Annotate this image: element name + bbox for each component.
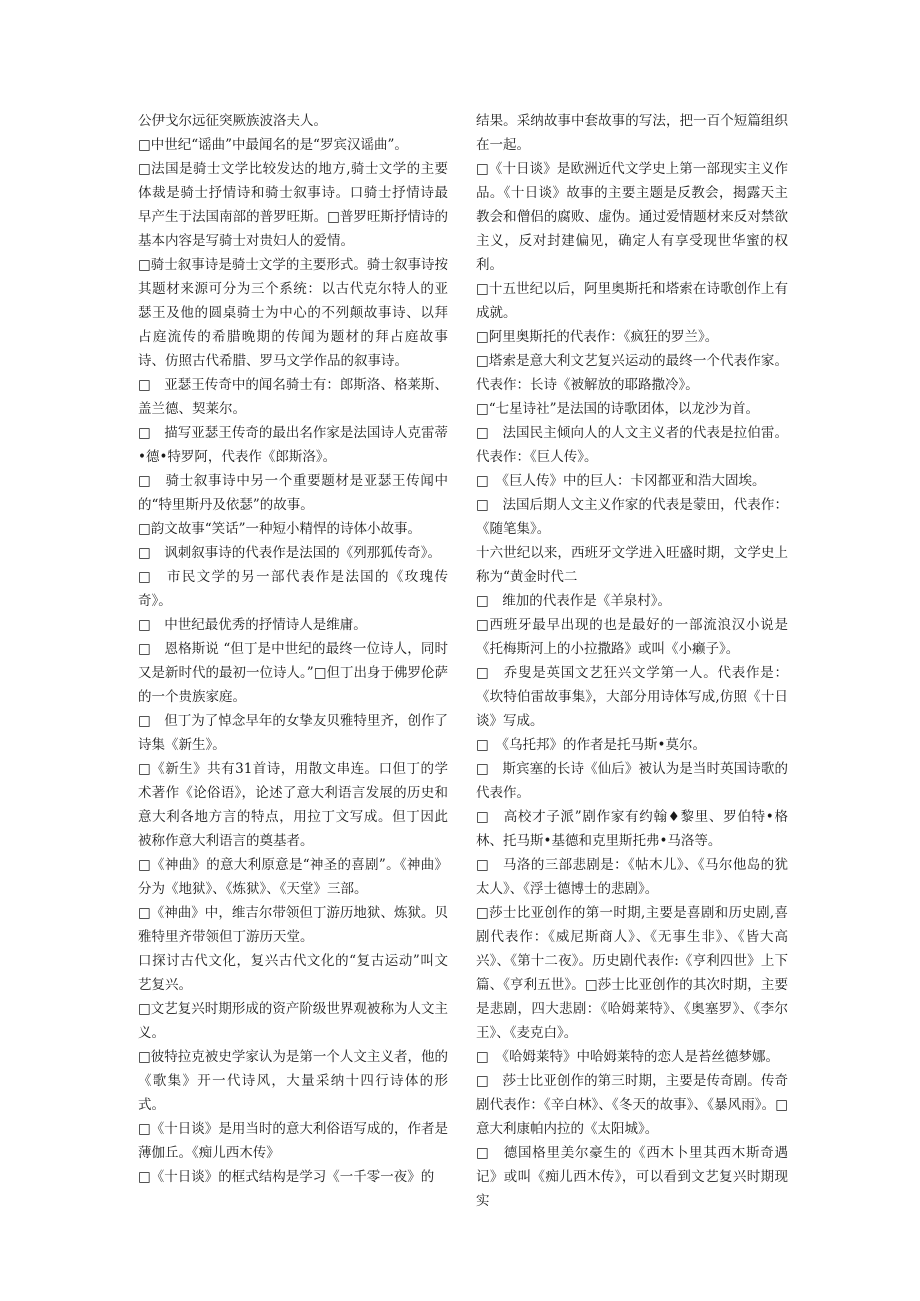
paragraph: □ 《乌托邦》的作者是托马斯•莫尔。 [476, 737, 706, 753]
paragraph: 结果。采纳故事中套故事的写法，把一百个短篇组织在一起。 [476, 113, 788, 153]
paragraph: □ 乔叟是英国文艺狂兴文学第一人。代表作是：《坎特伯雷故事集》，大部分用诗体写成,仿照《十日谈》写成。 [476, 665, 788, 729]
paragraph: □彼特拉克被史学家认为是第一个人文主义者，他的《歌集》开一代诗风，大量采纳十四行诗体的形式。 [138, 1049, 448, 1113]
paragraph: □《新生》共有31首诗，用散文串连。口但丁的学术著作《论俗语》，论述了意大利语言发展的历史和意大利各地方言的特点，用拉丁文写成。但丁因此被称作意大利语言的奠基者。 [138, 761, 448, 849]
paragraph: □中世纪“谣曲”中最闻名的是“罗宾汉谣曲”。 [138, 137, 408, 153]
paragraph: □ 恩格斯说 “但丁是中世纪的最终一位诗人，同时又是新时代的最初一位诗人。”□但丁出身于佛罗伦萨的一个贵族家庭。 [138, 641, 448, 705]
paragraph: □《神曲》中，维吉尔带领但丁游历地狱、炼狱。贝雅特里齐带领但丁游历天堂。 [138, 905, 448, 945]
paragraph: □ 描写亚瑟王传奇的最出名作家是法国诗人克雷蒂•德•特罗阿，代表作《郎斯洛》。 [138, 425, 448, 465]
paragraph: □ 维加的代表作是《羊泉村》。 [476, 593, 672, 609]
paragraph: 口探讨古代文化，复兴古代文化的“复古运动”叫文艺复兴。 [138, 953, 448, 993]
paragraph: □《神曲》的意大利原意是“神圣的喜剧”。《神曲》分为《地狱》、《炼狱》、《天堂》三部。 [138, 857, 448, 897]
paragraph: □莎士比亚创作的第一时期,主要是喜剧和历史剧,喜剧代表作：《威尼斯商人》、《无事生非》、《皆大高兴》、《第十二夜》。历史剧代表作:《亨利四世》上下篇、《亨利五世》。□莎士比亚创作的其次时期，主要是悲剧，四大悲剧：《哈姆莱特》、《奥塞罗》、《李尔王》、《麦克白》。 [476, 905, 788, 1041]
paragraph: □西班牙最早出现的也是最好的一部流浪汉小说是《托梅斯河上的小拉撒路》或叫《小癞子》。 [476, 617, 788, 657]
paragraph: □韵文故事“笑话”一种短小精悍的诗体小故事。 [138, 521, 422, 537]
paragraph: □文艺复兴时期形成的资产阶级世界观被称为人文主义。 [138, 1001, 448, 1041]
paragraph: □ 马洛的三部悲剧是：《帖木儿》、《马尔他岛的犹太人》、《浮士德博士的悲剧》。 [476, 857, 788, 897]
paragraph: □ 德国格里美尔豪生的《西木卜里其西木斯奇遇记》或叫《痴儿西木传》，可以看到文艺复兴时期现实 [476, 1145, 788, 1209]
paragraph: □《十日谈》的框式结构是学习《一千零一夜》的 [138, 1169, 435, 1185]
paragraph: □ 中世纪最优秀的抒情诗人是维庸。 [138, 617, 367, 633]
right-column [476, 109, 788, 1213]
paragraph: □ 亚瑟王传奇中的闻名骑士有：郎斯洛、格莱斯、盖兰德、契莱尔。 [138, 377, 448, 417]
paragraph: □ 市民文学的另一部代表作是法国的《玫瑰传奇》。 [138, 569, 448, 609]
paragraph: □ 斯宾塞的长诗《仙后》被认为是当时英国诗歌的代表作。 [476, 761, 788, 801]
paragraph: □ 法国民主倾向人的人文主义者的代表是拉伯雷。代表作：《巨人传》。 [476, 425, 788, 465]
paragraph: □ 法国后期人文主义作家的代表是蒙田，代表作：《随笔集》。 [476, 497, 788, 537]
left-column [138, 109, 448, 1189]
paragraph: □ 但丁为了悼念早年的女挚友贝雅特里齐，创作了诗集《新生》。 [138, 713, 448, 753]
paragraph: 十六世纪以来，西班牙文学进入旺盛时期，文学史上称为“黄金时代二 [476, 545, 788, 585]
paragraph: □塔索是意大利文艺复兴运动的最终一个代表作家。代表作：长诗《被解放的耶路撒冷》。 [476, 353, 788, 393]
paragraph: □ 莎士比亚创作的第三时期，主要是传奇剧。传奇剧代表作：《辛白林》、《冬天的故事》、《暴风雨》。□意大利康帕内拉的《太阳城》。 [476, 1073, 788, 1137]
paragraph: □骑士叙事诗是骑士文学的主要形式。骑士叙事诗按其题材来源可分为三个系统：以古代克尔特人的亚瑟王及他的圆桌骑士为中心的不列颠故事诗、以拜占庭流传的希腊晚期的传闻为题材的拜占庭故事诗、仿照古代希腊、罗马文学作品的叙事诗。 [138, 257, 448, 369]
paragraph: □十五世纪以后，阿里奥斯托和塔索在诗歌创作上有成就。 [476, 281, 788, 321]
paragraph: □ 《巨人传》中的巨人：卡冈都亚和浩大固埃。 [476, 473, 766, 489]
paragraph: □阿里奥斯托的代表作：《疯狂的罗兰》。 [476, 329, 719, 345]
paragraph: 公伊戈尔远征突厥族波洛夫人。 [138, 113, 327, 129]
paragraph: □ 《哈姆莱特》中哈姆莱特的恋人是苔丝德梦娜。 [476, 1049, 780, 1065]
paragraph: □ 骑士叙事诗中另一个重要题材是亚瑟王传闻中的“特里斯丹及依瑟”的故事。 [138, 473, 448, 513]
paragraph: □《十日谈》是用当时的意大利俗语写成的，作者是薄伽丘。《痴儿西木传》 [138, 1121, 448, 1161]
paragraph: □ 高校才子派”剧作家有约翰♦黎里、罗伯特•格林、托马斯•基德和克里斯托弗•马洛等。 [476, 809, 788, 849]
paragraph: □《十日谈》是欧洲近代文学史上第一部现实主义作品。《十日谈》故事的主要主题是反教会，揭露天主教会和僧侣的腐败、虚伪。通过爱情题材来反对禁欲主义，反对封建偏见，确定人有享受现世华蜜的权利。 [476, 161, 788, 273]
paragraph: □ 讽刺叙事诗的代表作是法国的《列那狐传奇》。 [138, 545, 442, 561]
paragraph: □法国是骑士文学比较发达的地方,骑士文学的主要体裁是骑士抒情诗和骑士叙事诗。口骑士抒情诗最早产生于法国南部的普罗旺斯。□普罗旺斯抒情诗的基本内容是写骑士对贵妇人的爱情。 [138, 161, 448, 249]
paragraph: □“七星诗社”是法国的诗歌团体，以龙沙为首。 [476, 401, 760, 417]
